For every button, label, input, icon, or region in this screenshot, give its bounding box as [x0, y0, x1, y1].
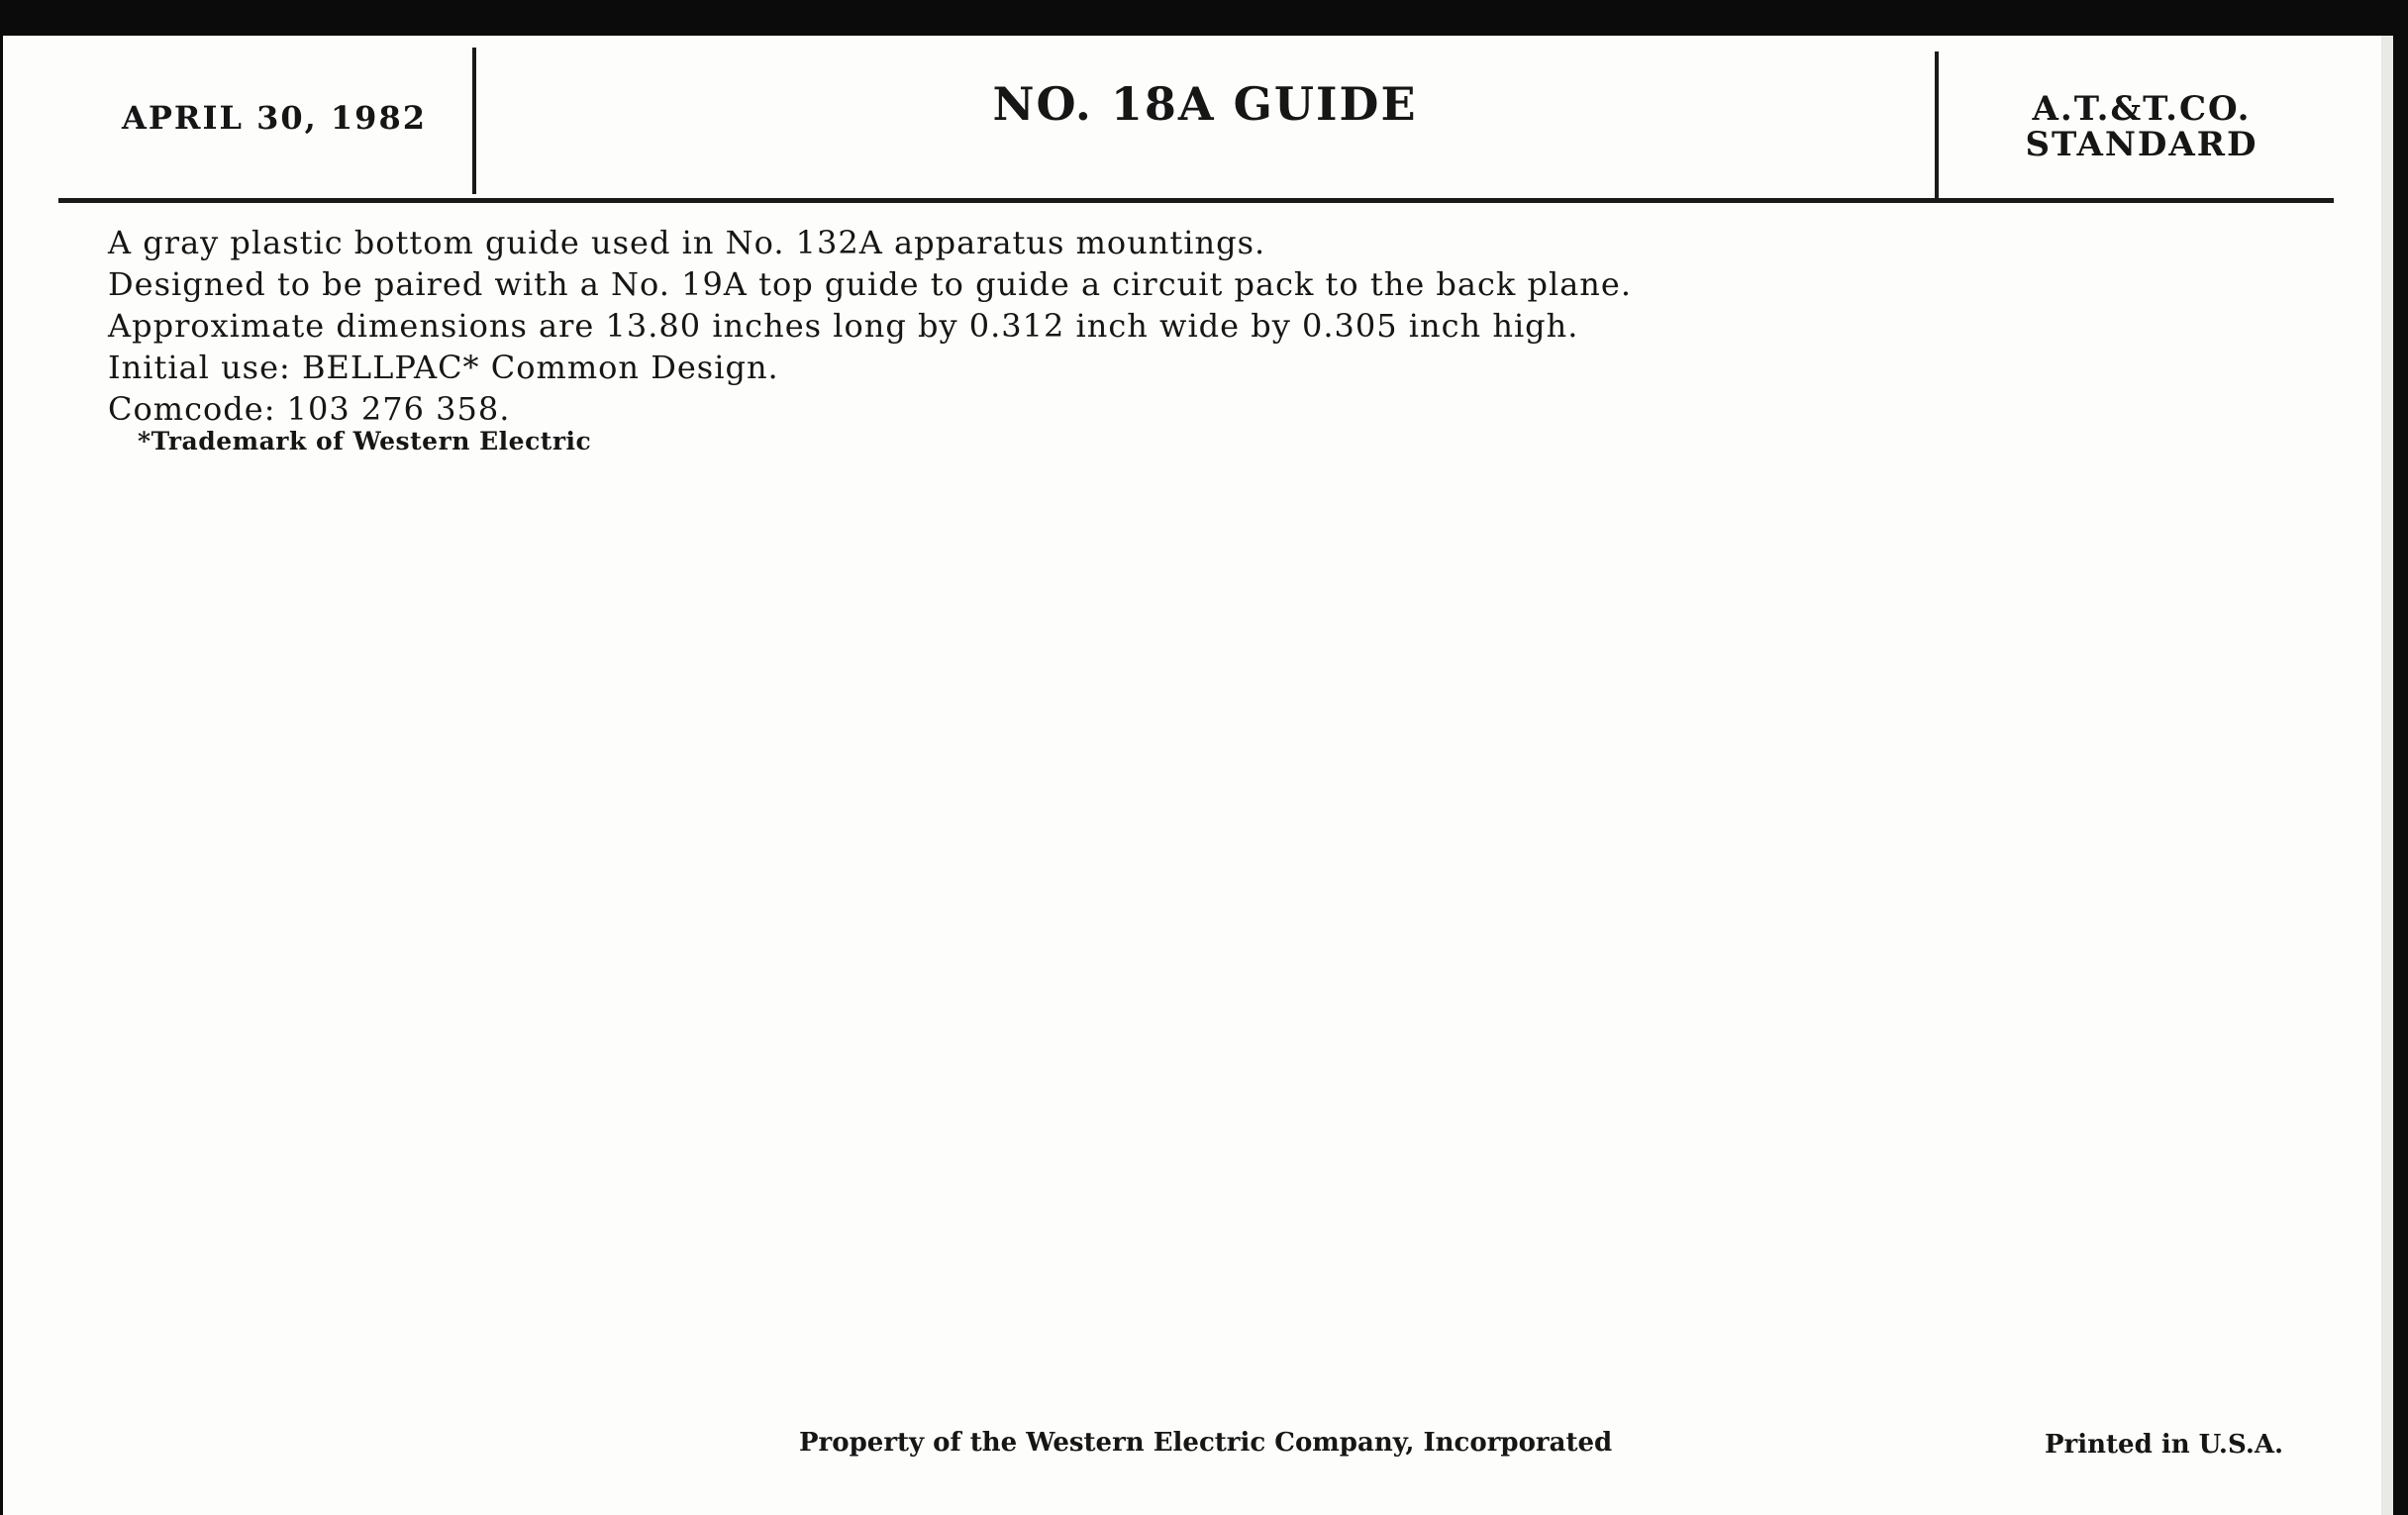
- standard-label: [1944, 91, 2340, 162]
- footer-property: Property of the Western Electric Company, Incorporated: [799, 1428, 1613, 1458]
- description: [108, 222, 1632, 430]
- footer-printed: Printed in U.S.A.: [2045, 1430, 2284, 1460]
- card-edge-shadow: [2381, 36, 2393, 1515]
- header-divider-right: [1935, 51, 1939, 198]
- page-title: NO. 18A GUIDE: [992, 77, 1418, 131]
- description-line-initial-use: Initial use: BELLPAC* Common Design.: [108, 349, 779, 386]
- description-line-dimensions: Approximate dimensions are 13.80 inches long by 0.312 inch wide by 0.305 inch high.: [108, 307, 1579, 345]
- trademark-footnote: *Trademark of Western Electric: [138, 427, 592, 455]
- header-divider-left: [472, 48, 476, 194]
- description-line-pairing: Designed to be paired with a No. 19A top guide to guide a circuit pack to the back plane.: [108, 265, 1632, 303]
- description-line-comcode: Comcode: 103 276 358.: [108, 390, 511, 428]
- standard-label-line1: A.T.&T.CO.: [2032, 89, 2252, 129]
- issue-date: APRIL 30, 1982: [122, 99, 427, 137]
- spec-card: [3, 36, 2381, 1515]
- description-line-usage: A gray plastic bottom guide used in No. 132A apparatus mountings.: [108, 224, 1266, 261]
- standard-label-line2: STANDARD: [2025, 125, 2258, 164]
- header-rule: [58, 198, 2334, 203]
